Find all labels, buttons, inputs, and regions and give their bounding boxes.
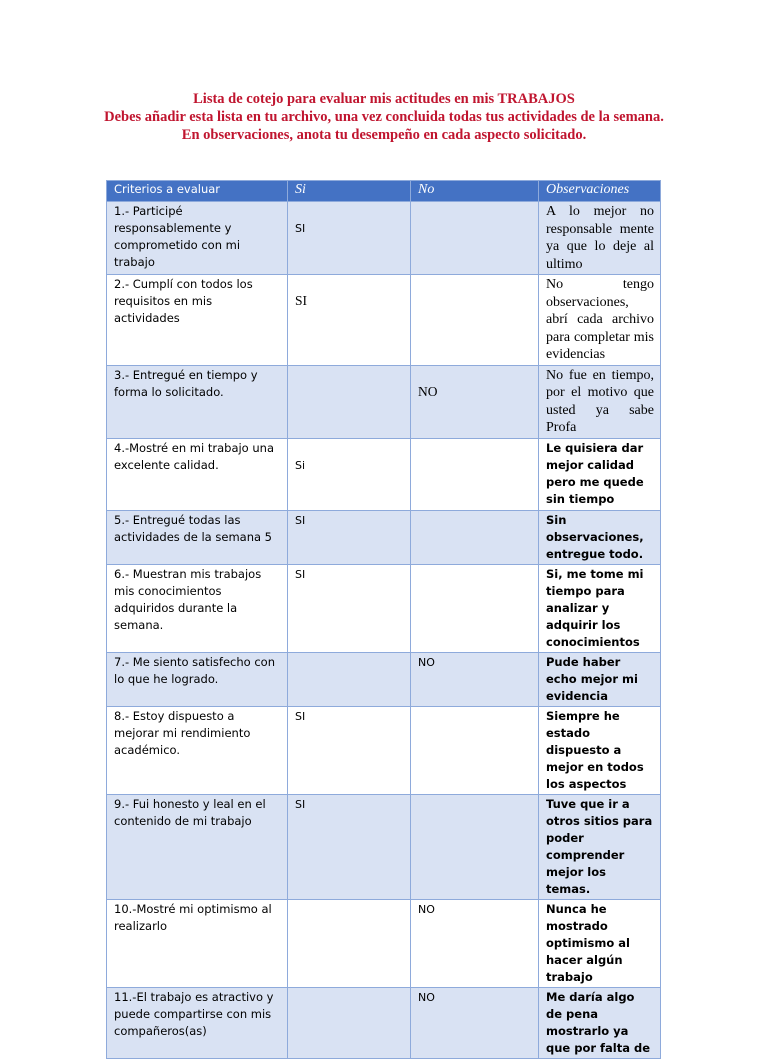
observations-cell: A lo mejor no responsable mente ya que lo deje al ultimo xyxy=(539,202,661,275)
criteria-cell: 1.- Participé responsablemente y comprometido con mi trabajo xyxy=(107,202,288,275)
criteria-cell: 2.- Cumplí con todos los requisitos en mis actividades xyxy=(107,275,288,366)
checklist-table xyxy=(106,180,661,1059)
si-cell: SI xyxy=(288,275,411,366)
table-row xyxy=(107,706,661,794)
criteria-cell: 5.- Entregué todas las actividades de la semana 5 xyxy=(107,510,288,564)
table-row xyxy=(107,794,661,899)
table-row xyxy=(107,275,661,366)
criteria-cell: 9.- Fui honesto y leal en el contenido de mi trabajo xyxy=(107,794,288,899)
no-cell: NO xyxy=(411,899,539,987)
no-cell xyxy=(411,510,539,564)
no-cell: NO xyxy=(411,652,539,706)
header-si: Si xyxy=(288,181,411,202)
observations-cell: No tengo observaciones, abrí cada archivo para completar mis evidencias xyxy=(539,275,661,366)
no-cell: NO xyxy=(411,987,539,1058)
observations-cell: Pude haber echo mejor mi evidencia xyxy=(539,652,661,706)
header-no: No xyxy=(411,181,539,202)
observations-cell: No fue en tiempo, por el motivo que usted ya sabe Profa xyxy=(539,365,661,438)
table-header-row xyxy=(107,181,661,202)
header-observations: Observaciones xyxy=(539,181,661,202)
observations-cell: Nunca he mostrado optimismo al hacer algún trabajo xyxy=(539,899,661,987)
si-cell xyxy=(288,987,411,1058)
criteria-cell: 8.- Estoy dispuesto a mejorar mi rendimiento académico. xyxy=(107,706,288,794)
criteria-cell: 4.-Mostré en mi trabajo una excelente calidad. xyxy=(107,438,288,510)
table-row xyxy=(107,510,661,564)
observations-cell: Si, me tome mi tiempo para analizar y adquirir los conocimientos xyxy=(539,564,661,652)
no-cell xyxy=(411,564,539,652)
no-cell xyxy=(411,275,539,366)
si-cell xyxy=(288,899,411,987)
si-cell xyxy=(288,652,411,706)
table-row xyxy=(107,365,661,438)
si-cell: SI xyxy=(288,794,411,899)
si-cell: SI xyxy=(288,202,411,275)
no-cell xyxy=(411,438,539,510)
si-cell: SI xyxy=(288,706,411,794)
si-cell: SI xyxy=(288,564,411,652)
criteria-cell: 7.- Me siento satisfecho con lo que he logrado. xyxy=(107,652,288,706)
criteria-cell: 10.-Mostré mi optimismo al realizarlo xyxy=(107,899,288,987)
no-cell xyxy=(411,202,539,275)
no-cell xyxy=(411,706,539,794)
criteria-cell: 11.-El trabajo es atractivo y puede compartirse con mis compañeros(as) xyxy=(107,987,288,1058)
table-row xyxy=(107,987,661,1058)
criteria-cell: 3.- Entregué en tiempo y forma lo solicitado. xyxy=(107,365,288,438)
table-row xyxy=(107,438,661,510)
observations-cell: Sin observaciones, entregue todo. xyxy=(539,510,661,564)
title-line-1: Lista de cotejo para evaluar mis actitudes en mis TRABAJOS xyxy=(193,91,575,107)
header-criteria: Criterios a evaluar xyxy=(107,181,288,202)
no-cell: NO xyxy=(411,365,539,438)
table-row xyxy=(107,652,661,706)
table-row xyxy=(107,564,661,652)
si-cell: SI xyxy=(288,510,411,564)
title-line-2: Debes añadir esta lista en tu archivo, una vez concluida todas tus actividades de la semana. xyxy=(104,109,664,125)
title-line-3: En observaciones, anota tu desempeño en cada aspecto solicitado. xyxy=(181,127,587,143)
si-cell: Si xyxy=(288,438,411,510)
observations-cell: Me daría algo de pena mostrarlo ya que por falta de xyxy=(539,987,661,1058)
observations-cell: Siempre he estado dispuesto a mejor en todos los aspectos xyxy=(539,706,661,794)
document-title xyxy=(100,90,668,144)
no-cell xyxy=(411,794,539,899)
observations-cell: Tuve que ir a otros sitios para poder comprender mejor los temas. xyxy=(539,794,661,899)
observations-cell: Le quisiera dar mejor calidad pero me quede sin tiempo xyxy=(539,438,661,510)
table-row xyxy=(107,202,661,275)
criteria-cell: 6.- Muestran mis trabajos mis conocimientos adquiridos durante la semana. xyxy=(107,564,288,652)
si-cell xyxy=(288,365,411,438)
table-row xyxy=(107,899,661,987)
